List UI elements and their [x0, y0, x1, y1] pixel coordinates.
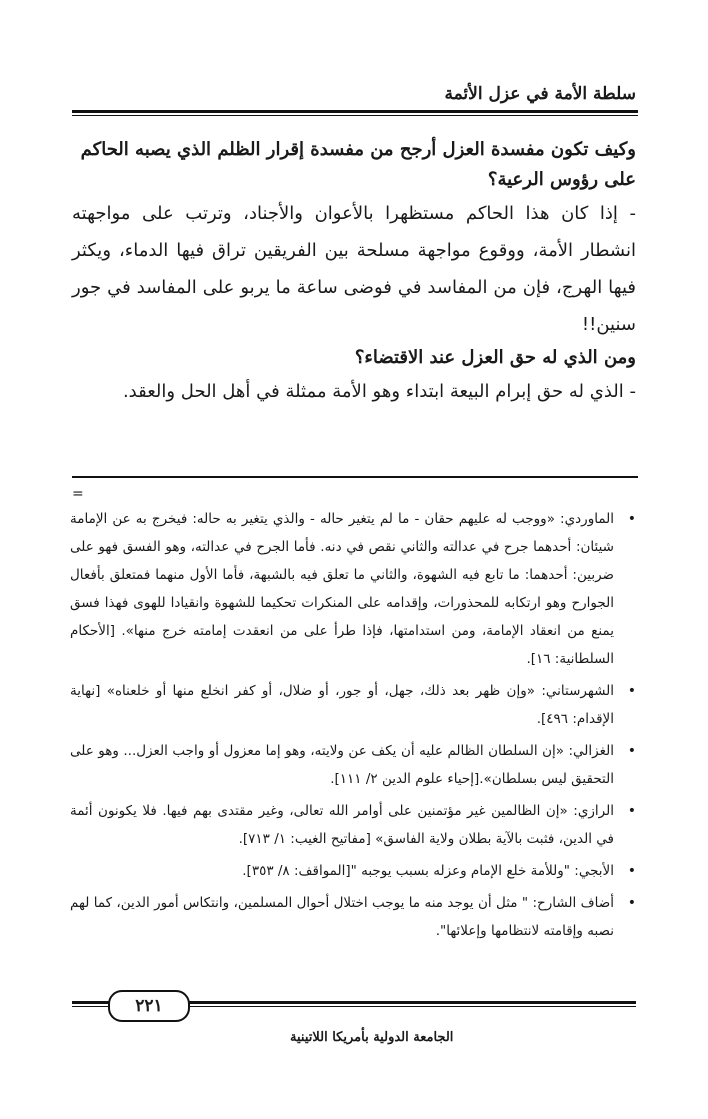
continuation-marker: =	[72, 486, 84, 502]
question-1: وكيف تكون مفسدة العزل أرجح من مفسدة إقرار الظلم الذي يصبه الحاكم على رؤوس الرعية؟	[80, 139, 636, 190]
footnote-rule	[72, 476, 638, 478]
page-number: ٢٢١	[108, 990, 190, 1022]
bullet-icon: •	[627, 743, 636, 759]
bullet-icon: •	[627, 511, 636, 527]
footnote-item: • الأبجي: "وللأمة خلع الإمام وعزله بسبب يوجبه "[المواقف: ٨/ ٣٥٣].	[70, 857, 636, 885]
bullet-icon: •	[627, 895, 636, 911]
footnote-item: • الماوردي: «ووجب له عليهم حقان - ما لم يتغير حاله - والذي يتغير به حاله: فيخرج به عن الإمامة شيئان: أحدهما جرح في عدالته والثاني نقص في دنه. فأما الجرح في عدالته، وهو الفسق فهو على ضربين: أحدهما: ما تابع فيه الشهوة، والثاني ما تعلق فيه بالشبهة، فأما الأول منهما فمتعلق بأفعال الجوارح وهو ارتكابه للمحذورات، وإقدامه على المنكرات تحكيما للشهوة وانقيادا للهوى فهذا فسق يمنع من انعقاد الإمامة، ومن استدامتها، فإذا طرأ على من انعقدت إمامته خرج منها». [الأحكام السلطانية: ١٦].	[70, 505, 636, 673]
bullet-icon: •	[627, 863, 636, 879]
main-text	[72, 135, 636, 410]
footnote-item: • أضاف الشارح: " مثل أن يوجد منه ما يوجب اختلال أحوال المسلمين، وانتكاس أمور الدين، كما لهم نصبه وإقامته لانتظامها وإعلائها".	[70, 889, 636, 945]
running-header: سلطة الأمة في عزل الأئمة	[444, 84, 636, 104]
footnote-item: • الشهرستاني: «وإن ظهر بعد ذلك، جهل، أو جور، أو ضلال، أو كفر انخلع منها أو خلعناه» [نهاية الإقدام: ٤٩٦].	[70, 677, 636, 733]
footnote-item: • الرازي: «إن الظالمين غير مؤتمنين على أوامر الله تعالى، وغير مقتدى بهم فيها. فلا يكونون أئمة في الدين، فثبت بالآية بطلان ولاية الفاسق» [مفاتيح الغيب: ١/ ٧١٣].	[70, 797, 636, 853]
bullet-icon: •	[627, 683, 636, 699]
answer-2: - الذي له حق إبرام البيعة ابتداء وهو الأمة ممثلة في أهل الحل والعقد.	[122, 381, 636, 402]
header-rule	[72, 110, 638, 113]
publisher-footer: الجامعة الدولية بأمريكا اللاتينية	[290, 1030, 454, 1045]
bullet-icon: •	[627, 803, 636, 819]
footnote-item: • الغزالي: «إن السلطان الظالم عليه أن يكف عن ولايته، وهو إما معزول أو واجب العزل... وهو على التحقيق ليس بسلطان».[إحياء علوم الدين ٢/ ١١١].	[70, 737, 636, 793]
answer-1: - إذا كان هذا الحاكم مستظهرا بالأعوان والأجناد، وترتب على مواجهته انشطار الأمة، ووقوع مواجهة مسلحة بين الفريقين تراق فيها الدماء، ويكثر فيها الهرج، فإن من المفاسد في فوضى ساعة ما يربو على المفاسد في جور سنين!!	[72, 203, 636, 335]
footnote-list	[70, 505, 636, 949]
question-2: ومن الذي له حق العزل عند الاقتضاء؟	[354, 347, 636, 368]
